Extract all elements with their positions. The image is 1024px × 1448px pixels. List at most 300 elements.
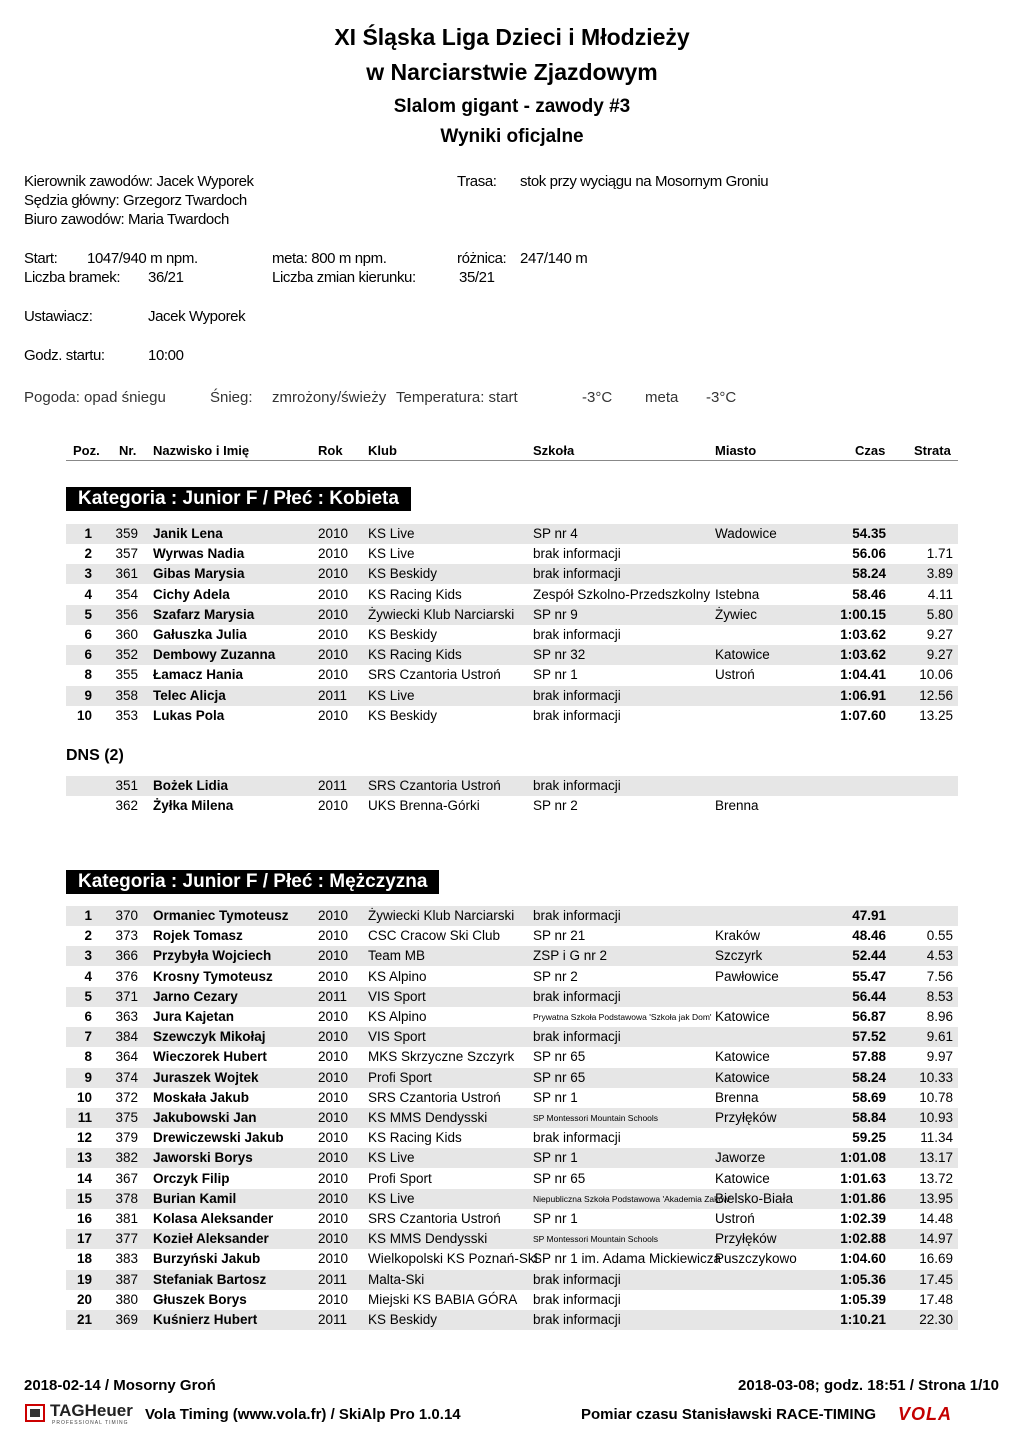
table-row <box>66 1027 958 1047</box>
weather-temp-start: -3°C <box>582 389 613 406</box>
cell-name: Cichy Adela <box>153 586 230 602</box>
cell-name: Szewczyk Mikołaj <box>153 1029 266 1045</box>
col-rok: Rok <box>318 443 343 458</box>
cell-poz: 8 <box>84 1049 92 1065</box>
table-row <box>66 1270 958 1290</box>
cell-miasto: Przyłęków <box>715 1231 777 1247</box>
table-row <box>66 1189 958 1209</box>
cell-rok: 2010 <box>318 1251 349 1267</box>
title-line-3: Slalom gigant - zawody #3 <box>393 96 631 117</box>
info-trasa-label: Trasa: <box>457 173 497 190</box>
cell-poz: 5 <box>84 606 92 622</box>
cell-klub: KS Live <box>368 526 415 541</box>
cell-name: Moskała Jakub <box>153 1089 250 1105</box>
table-row <box>66 1229 958 1249</box>
cell-czas: 1:00.15 <box>840 606 886 622</box>
category-title-kobieta: Kategoria : Junior F / Płeć : Kobieta <box>66 487 411 511</box>
cell-czas: 1:05.36 <box>840 1271 886 1287</box>
table-row <box>66 544 958 564</box>
cell-nr: 353 <box>115 707 138 723</box>
cell-szkola: brak informacji <box>533 988 621 1004</box>
cell-rok: 2010 <box>318 566 349 582</box>
cell-strata: 8.53 <box>926 988 953 1004</box>
cell-miasto: Szczyrk <box>715 948 763 964</box>
cell-name: Telec Alicja <box>153 687 226 703</box>
footer-pomiar: Pomiar czasu Stanisławski RACE-TIMING <box>581 1406 877 1423</box>
table-row <box>66 1169 958 1189</box>
col-strata: Strata <box>914 443 951 458</box>
cell-strata: 10.78 <box>919 1089 953 1105</box>
cell-rok: 2011 <box>318 687 348 703</box>
cell-klub: CSC Cracow Ski Club <box>368 928 501 944</box>
category-title-mezczyzna: Kategoria : Junior F / Płeć : Mężczyzna <box>66 870 439 894</box>
cell-poz: 9 <box>84 1069 92 1085</box>
cell-nr: 380 <box>115 1291 138 1307</box>
cell-rok: 2010 <box>318 1170 349 1186</box>
cell-name: Wieczorek Hubert <box>153 1049 267 1065</box>
cell-strata: 11.34 <box>920 1130 953 1146</box>
cell-strata: 12.56 <box>919 687 953 703</box>
cell-klub: KS Live <box>368 687 415 703</box>
info-bramki-value: 36/21 <box>148 269 184 286</box>
cell-czas: 1:01.08 <box>840 1150 886 1166</box>
cell-klub: Wielkopolski KS Poznań-Ski <box>368 1251 538 1267</box>
col-miasto: Miasto <box>715 443 757 458</box>
table-row <box>66 1068 958 1088</box>
cell-name: Jakubowski Jan <box>153 1110 257 1125</box>
cell-strata: 9.97 <box>926 1049 953 1065</box>
cell-poz: 2 <box>84 546 92 562</box>
cell-klub: KS Beskidy <box>368 627 438 642</box>
cell-rok: 2010 <box>318 586 349 602</box>
cell-klub: VIS Sport <box>368 988 426 1004</box>
info-ustawiacz-value: Jacek Wyporek <box>148 308 246 325</box>
cell-miasto: Istebna <box>715 586 760 602</box>
info-meta: meta: 800 m npm. <box>272 250 387 267</box>
cell-czas: 58.24 <box>852 566 886 582</box>
cell-nr: 364 <box>115 1049 138 1065</box>
cell-strata: 13.95 <box>919 1190 953 1206</box>
cell-poz: 6 <box>84 647 92 663</box>
table-row <box>66 686 958 706</box>
cell-poz: 3 <box>84 948 92 964</box>
cell-rok: 2010 <box>318 667 349 683</box>
cell-name: Lukas Pola <box>153 707 225 723</box>
cell-klub: Team MB <box>368 948 426 964</box>
cell-szkola: Zespół Szkolno-Przedszkolny <box>533 586 711 602</box>
table-row <box>66 776 958 796</box>
cell-rok: 2010 <box>318 647 349 663</box>
cell-name: Szafarz Marysia <box>153 606 255 622</box>
cell-poz: 10 <box>76 1089 92 1105</box>
cell-name: Drewiczewski Jakub <box>153 1130 284 1146</box>
cell-szkola: SP nr 1 <box>533 1089 578 1105</box>
cell-poz: 4 <box>84 968 92 984</box>
cell-czas: 48.46 <box>852 928 886 944</box>
cell-szkola: SP Montessori Mountain Schools <box>533 1234 659 1245</box>
cell-strata: 16.69 <box>919 1251 953 1267</box>
cell-rok: 2010 <box>318 1130 349 1146</box>
cell-name: Rojek Tomasz <box>153 928 243 944</box>
cell-klub: KS Racing Kids <box>368 1130 462 1146</box>
cell-szkola: SP nr 32 <box>533 647 586 663</box>
cell-name: Janik Lena <box>153 526 223 541</box>
cell-nr: 378 <box>115 1190 138 1206</box>
cell-name: Burzyński Jakub <box>153 1251 261 1267</box>
cell-klub: UKS Brenna-Górki <box>368 798 480 814</box>
table-row <box>66 706 958 726</box>
cell-szkola: SP nr 1 <box>533 1150 578 1166</box>
cell-rok: 2010 <box>318 526 349 541</box>
weather-snieg-label: Śnieg: <box>210 389 253 406</box>
cell-czas: 1:05.39 <box>840 1291 886 1307</box>
cell-strata: 0.55 <box>926 928 953 944</box>
cell-czas: 59.25 <box>852 1130 886 1146</box>
cell-miasto: Ustroń <box>715 1211 755 1226</box>
cell-szkola: brak informacji <box>533 1271 621 1287</box>
info-zmiany-value: 35/21 <box>459 269 495 286</box>
cell-nr: 370 <box>115 908 138 923</box>
cell-nr: 366 <box>115 948 138 964</box>
results-header <box>66 441 958 461</box>
cell-szkola: brak informacji <box>533 1291 621 1307</box>
table-row <box>66 645 958 665</box>
cell-poz: 14 <box>76 1170 92 1186</box>
cell-szkola: brak informacji <box>533 778 621 793</box>
cell-czas: 1:06.91 <box>840 687 886 703</box>
weather-temp-label: Temperatura: start <box>396 389 518 406</box>
cell-szkola: SP Montessori Mountain Schools <box>533 1113 659 1123</box>
table-row <box>66 625 958 645</box>
cell-name: Dembowy Zuzanna <box>153 647 276 663</box>
dns-label: DNS (2) <box>66 747 124 764</box>
cell-czas: 56.87 <box>852 1009 886 1024</box>
cell-poz: 13 <box>76 1150 92 1166</box>
cell-name: Kuśnierz Hubert <box>153 1312 258 1327</box>
cell-poz: 3 <box>84 566 92 582</box>
cell-poz: 10 <box>76 707 92 723</box>
table-row <box>66 605 958 625</box>
cell-poz: 12 <box>76 1130 92 1146</box>
cell-klub: Profi Sport <box>368 1069 432 1085</box>
cell-nr: 377 <box>115 1231 138 1247</box>
cell-nr: 352 <box>115 647 138 663</box>
table-row <box>66 1249 958 1269</box>
cell-miasto: Żywiec <box>715 606 758 622</box>
cell-klub: KS Alpino <box>368 1009 427 1024</box>
cell-czas: 58.24 <box>852 1069 886 1085</box>
cell-czas: 1:10.21 <box>840 1312 886 1327</box>
cell-szkola: brak informacji <box>533 546 621 562</box>
info-biuro: Biuro zawodów: Maria Twardoch <box>24 211 229 228</box>
cell-name: Przybyła Wojciech <box>153 948 272 964</box>
info-godz-label: Godz. startu: <box>24 347 105 364</box>
cell-nr: 374 <box>115 1069 138 1085</box>
info-bramki-label: Liczba bramek: <box>24 269 121 286</box>
weather-snieg-value: zmrożony/świeży <box>272 389 387 406</box>
cell-rok: 2010 <box>318 1049 349 1065</box>
cell-nr: 359 <box>115 526 138 541</box>
cell-klub: Malta-Ski <box>368 1271 425 1287</box>
cell-strata: 10.33 <box>919 1069 953 1085</box>
cell-czas: 58.46 <box>852 586 886 602</box>
cell-miasto: Puszczykowo <box>715 1251 797 1267</box>
cell-strata: 7.56 <box>926 968 953 984</box>
cell-strata: 13.72 <box>919 1170 953 1186</box>
cell-klub: SRS Czantoria Ustroń <box>368 1089 501 1105</box>
cell-strata: 13.17 <box>919 1150 953 1166</box>
cell-rok: 2010 <box>318 1009 349 1024</box>
table-row <box>66 1310 958 1330</box>
cell-strata: 4.53 <box>926 948 953 964</box>
cell-szkola: SP nr 2 <box>533 968 578 984</box>
info-godz-value: 10:00 <box>148 347 184 364</box>
cell-klub: MKS Skrzyczne Szczyrk <box>368 1049 515 1065</box>
cell-poz: 16 <box>76 1211 92 1226</box>
table-row <box>66 967 958 987</box>
cell-szkola: SP nr 1 <box>533 1211 578 1226</box>
cell-rok: 2010 <box>318 1211 349 1226</box>
title-line-2: w Narciarstwie Zjazdowym <box>366 59 658 85</box>
cell-czas: 57.52 <box>852 1029 886 1045</box>
weather-meta-label: meta <box>645 389 679 406</box>
cell-name: Wyrwas Nadia <box>153 546 245 562</box>
cell-rok: 2010 <box>318 1029 349 1045</box>
cell-szkola: SP nr 21 <box>533 928 586 944</box>
footer-date-place: 2018-02-14 / Mosorny Groń <box>24 1377 216 1394</box>
cell-klub: KS Live <box>368 546 415 562</box>
cell-miasto: Brenna <box>715 798 759 814</box>
cell-poz: 21 <box>76 1312 92 1327</box>
info-start-value: 1047/940 m npm. <box>87 250 198 267</box>
cell-strata: 10.06 <box>919 667 953 683</box>
cell-strata: 14.48 <box>919 1211 953 1226</box>
cell-szkola: brak informacji <box>533 1029 621 1045</box>
info-kierownik: Kierownik zawodów: Jacek Wyporek <box>24 173 254 190</box>
cell-miasto: Wadowice <box>715 526 777 541</box>
cell-czas: 1:07.60 <box>840 707 886 723</box>
cell-czas: 57.88 <box>852 1049 886 1065</box>
cell-miasto: Przyłęków <box>715 1110 777 1125</box>
cell-rok: 2010 <box>318 798 349 814</box>
cell-rok: 2010 <box>318 948 349 964</box>
cell-rok: 2010 <box>318 606 349 622</box>
cell-nr: 382 <box>115 1150 138 1166</box>
cell-szkola: SP nr 9 <box>533 606 578 622</box>
tag-heuer-logo-subtitle: PROFESSIONAL TIMING <box>52 1420 129 1426</box>
cell-name: Bożek Lidia <box>153 778 229 793</box>
cell-nr: 363 <box>115 1009 138 1024</box>
cell-klub: KS Racing Kids <box>368 647 462 663</box>
cell-klub: Żywiecki Klub Narciarski <box>368 606 515 622</box>
cell-nr: 356 <box>115 606 138 622</box>
cell-rok: 2010 <box>318 1110 349 1125</box>
cell-rok: 2011 <box>318 1312 348 1327</box>
table-row <box>66 906 958 926</box>
cell-strata: 3.89 <box>926 566 953 582</box>
table-row <box>66 987 958 1007</box>
cell-poz: 5 <box>84 988 92 1004</box>
cell-klub: KS Beskidy <box>368 566 438 582</box>
cell-miasto: Katowice <box>715 1170 770 1186</box>
cell-czas: 55.47 <box>852 968 886 984</box>
cell-nr: 381 <box>115 1211 138 1226</box>
cell-szkola: brak informacji <box>533 1312 621 1327</box>
cell-name: Gałuszka Julia <box>153 627 247 642</box>
cell-czas: 58.69 <box>852 1089 886 1105</box>
cell-czas: 58.84 <box>852 1110 886 1125</box>
cell-name: Jaworski Borys <box>153 1150 253 1166</box>
cell-strata: 9.61 <box>926 1029 953 1045</box>
title-line-1: XI Śląska Liga Dzieci i Młodzieży <box>334 24 690 50</box>
cell-nr: 361 <box>115 566 138 582</box>
cell-strata: 13.25 <box>919 707 953 723</box>
cell-name: Kozieł Aleksander <box>153 1231 269 1247</box>
cell-klub: KS Racing Kids <box>368 586 462 602</box>
cell-klub: KS MMS Dendysski <box>368 1110 488 1125</box>
cell-rok: 2010 <box>318 1069 349 1085</box>
col-szkola: Szkoła <box>533 443 575 458</box>
info-sedzia: Sędzia główny: Grzegorz Twardoch <box>24 192 247 209</box>
cell-name: Jura Kajetan <box>153 1009 235 1024</box>
cell-klub: KS MMS Dendysski <box>368 1231 488 1247</box>
cell-poz: 19 <box>76 1271 92 1287</box>
info-zmiany-label: Liczba zmian kierunku: <box>272 269 416 286</box>
cell-name: Ormaniec Tymoteusz <box>153 908 289 923</box>
cell-name: Kolasa Aleksander <box>153 1211 274 1226</box>
cell-szkola: SP nr 1 im. Adama Mickiewicza <box>533 1251 722 1267</box>
cell-strata: 22.30 <box>919 1312 953 1327</box>
cell-nr: 357 <box>115 546 138 562</box>
cell-czas: 1:01.86 <box>840 1190 886 1206</box>
cell-klub: KS Alpino <box>368 968 427 984</box>
cell-szkola: SP nr 65 <box>533 1049 586 1065</box>
cell-poz: 18 <box>76 1251 92 1267</box>
table-row <box>66 1088 958 1108</box>
cell-szkola: SP nr 65 <box>533 1069 586 1085</box>
cell-strata: 9.27 <box>926 647 953 663</box>
cell-szkola: Prywatna Szkoła Podstawowa 'Szkoła jak Dom' <box>533 1012 712 1022</box>
cell-rok: 2010 <box>318 546 349 562</box>
cell-poz: 7 <box>84 1029 92 1045</box>
tag-heuer-logo-text: TAGHeuer <box>50 1401 133 1420</box>
cell-poz: 20 <box>76 1291 92 1307</box>
cell-miasto: Ustroń <box>715 667 755 683</box>
cell-nr: 387 <box>115 1271 138 1287</box>
cell-szkola: brak informacji <box>533 627 621 642</box>
cell-rok: 2010 <box>318 1089 349 1105</box>
table-row <box>66 1290 958 1310</box>
info-start-label: Start: <box>24 250 58 267</box>
cell-strata: 5.80 <box>926 606 953 622</box>
cell-rok: 2010 <box>318 1150 349 1166</box>
table-row <box>66 946 958 966</box>
table-row <box>66 1128 958 1148</box>
cell-poz: 6 <box>84 627 92 642</box>
table-row <box>66 1007 958 1027</box>
cell-poz: 6 <box>84 1009 92 1024</box>
cell-miasto: Jaworze <box>715 1150 766 1166</box>
footer-timing: Vola Timing (www.vola.fr) / SkiAlp Pro 1.0.14 <box>145 1406 461 1423</box>
table-row <box>66 585 958 605</box>
cell-szkola: brak informacji <box>533 1130 621 1146</box>
cell-nr: 369 <box>115 1312 138 1327</box>
cell-name: Juraszek Wojtek <box>153 1069 259 1085</box>
cell-rok: 2011 <box>318 988 348 1004</box>
vola-logo: VOLA <box>898 1404 953 1424</box>
cell-name: Głuszek Borys <box>153 1291 247 1307</box>
cell-czas: 52.44 <box>852 948 886 964</box>
table-row <box>66 796 958 816</box>
cell-strata: 8.96 <box>926 1009 953 1024</box>
cell-czas: 1:04.41 <box>840 667 886 683</box>
cell-nr: 371 <box>115 988 138 1004</box>
cell-klub: Miejski KS BABIA GÓRA <box>368 1291 518 1307</box>
cell-strata: 17.45 <box>919 1271 953 1287</box>
cell-miasto: Katowice <box>715 1049 770 1065</box>
cell-czas: 47.91 <box>852 908 886 923</box>
table-row <box>66 1148 958 1168</box>
cell-klub: VIS Sport <box>368 1029 426 1045</box>
cell-szkola: SP nr 65 <box>533 1170 586 1186</box>
cell-name: Jarno Cezary <box>153 988 238 1004</box>
cell-klub: KS Beskidy <box>368 1312 438 1327</box>
cell-czas: 54.35 <box>852 526 886 541</box>
cell-poz: 2 <box>84 928 92 944</box>
cell-poz: 15 <box>76 1190 92 1206</box>
cell-klub: Żywiecki Klub Narciarski <box>368 908 515 923</box>
table-row <box>66 1209 958 1229</box>
cell-czas: 1:01.63 <box>840 1170 886 1186</box>
weather-temp-meta: -3°C <box>706 389 737 406</box>
cell-klub: SRS Czantoria Ustroń <box>368 667 501 683</box>
cell-rok: 2010 <box>318 1190 349 1206</box>
cell-rok: 2010 <box>318 928 349 944</box>
cell-name: Stefaniak Bartosz <box>153 1271 267 1287</box>
cell-strata: 17.48 <box>919 1291 953 1307</box>
cell-nr: 372 <box>115 1089 138 1105</box>
title-line-4: Wyniki oficjalne <box>440 126 584 147</box>
table-row <box>66 665 958 685</box>
info-roznica-value: 247/140 m <box>520 250 588 267</box>
cell-nr: 360 <box>115 627 138 642</box>
cell-rok: 2010 <box>318 968 349 984</box>
cell-szkola: SP nr 4 <box>533 526 578 541</box>
cell-nr: 354 <box>115 586 138 602</box>
cell-poz: 11 <box>77 1110 92 1125</box>
cell-szkola: Niepubliczna Szkoła Podstawowa 'Akademia Zaków' <box>533 1193 731 1204</box>
cell-strata: 1.71 <box>926 546 953 562</box>
table-row <box>66 1047 958 1067</box>
cell-nr: 351 <box>115 778 138 793</box>
cell-strata: 4.11 <box>927 586 953 602</box>
cell-miasto: Katowice <box>715 1009 770 1024</box>
cell-czas: 1:04.60 <box>840 1251 886 1267</box>
cell-klub: Profi Sport <box>368 1170 432 1186</box>
cell-rok: 2010 <box>318 627 349 642</box>
cell-name: Żyłka Milena <box>153 798 234 814</box>
cell-szkola: brak informacji <box>533 707 621 723</box>
cell-czas: 1:02.39 <box>840 1211 886 1226</box>
cell-klub: SRS Czantoria Ustroń <box>368 778 501 793</box>
cell-nr: 367 <box>115 1170 138 1186</box>
cell-miasto: Brenna <box>715 1089 759 1105</box>
cell-miasto: Kraków <box>715 928 761 944</box>
cell-rok: 2010 <box>318 1231 349 1247</box>
cell-poz: 17 <box>76 1231 92 1247</box>
tag-heuer-logo-icon <box>25 1404 45 1422</box>
cell-name: Krosny Tymoteusz <box>153 968 273 984</box>
